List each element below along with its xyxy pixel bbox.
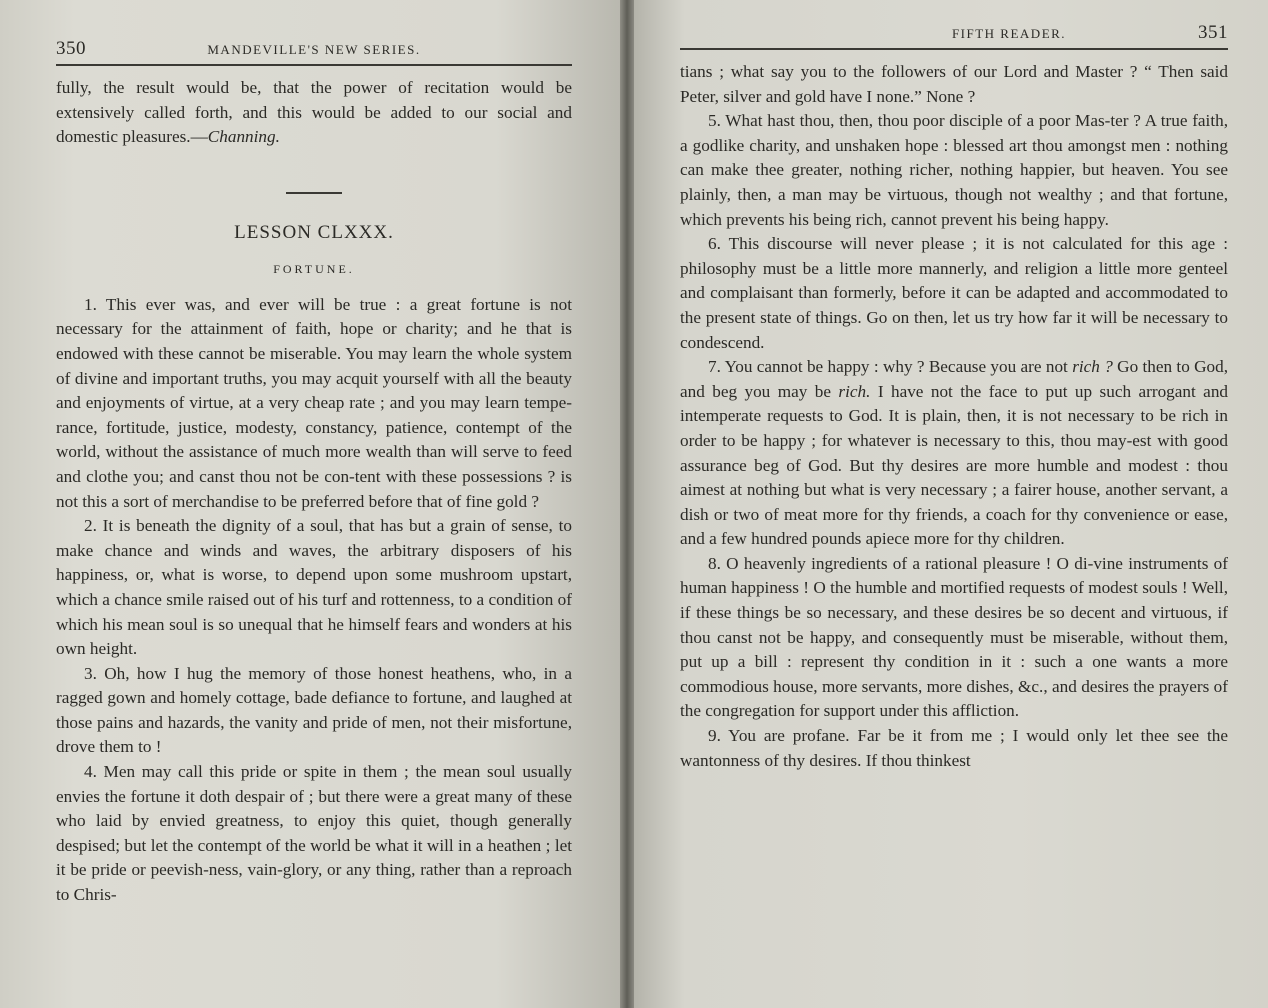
italic-rich: rich.: [838, 381, 871, 401]
continuation-text: fully, the result would be, that the power of recitation would be extensively called forth, and this would be added to our social and domestic pleasures.—: [56, 78, 572, 147]
section-divider: [286, 192, 342, 194]
paragraph-7-part-c: Go then to God, and beg you may be: [680, 357, 1229, 401]
paragraph-7-part-a: 7. You cannot be happy : why ? Because you are not: [708, 357, 1068, 377]
paragraph-4: 4. Men may call this pride or spite in them ; the mean soul usually envies the fortune it doth despair of ; but there were a great many of these who laid by envied greatness, to enjoy this quiet, though generally despised; but let the contempt of the world be what it will in a heathen ; let it be pride or peevish-ness, vain-glory, or any thing, rather than a reproach to Chris-: [56, 762, 572, 905]
running-head: [680, 22, 1228, 50]
paragraph-7-part-e: I have not the face to put up such arrogant and intemperate requests to God. It is plain, then, it is not necessary to be rich in order to be happy ; for whatever is necessary to this, thou may-est with good assurance beg of God. But thy desires are more humble and modest : thou aimest at nothing but what is very necessary ; a fairer house, another servant, a dish or two of meat more for thy friends, a coach for thy convenience or ease, and a few hundred pounds apiece more for thy children.: [680, 381, 1229, 549]
paragraph-9: 9. You are profane. Far be it from me ; I would only let thee see the wantonness of thy desires. If thou thinkest: [680, 726, 1228, 770]
running-head-title: FIFTH READER.: [951, 26, 1067, 41]
lesson-title: LESSON CLXXX.: [234, 221, 394, 243]
continuation-paragraph: tians ; what say you to the followers of our Lord and Master ? “ Then said Peter, silver and gold have I none.” None ?: [680, 62, 1228, 106]
running-head-title: MANDEVILLE'S NEW SERIES.: [207, 42, 421, 57]
page-number: 350: [56, 38, 86, 59]
paragraph-8: 8. O heavenly ingredients of a rational pleasure ! O di-vine instruments of human happiness ! O the humble and mortified requests of modest souls ! Well, if these things be so necessary, and these desires be so decent and virtuous, if thou canst not be happy, and consequently must be miserable, without them, put up a bill : represent thy condition in it : such a one wants a more commodious house, more servants, more dishes, &c., and desires the prayers of the congregation for support under this affliction.: [680, 553, 1228, 721]
continuation-paragraph: [56, 76, 572, 150]
running-head: [56, 38, 572, 66]
paragraph-3: 3. Oh, how I hug the memory of those honest heathens, who, in a ragged gown and homely cottage, bade defiance to fortune, and laughed at those pains and hazards, the vanity and pride of men, not their misfortune, drove them to !: [56, 663, 572, 757]
italic-rich-question: rich ?: [1072, 357, 1113, 377]
paragraph-1: 1. This ever was, and ever will be true : a great fortune is not necessary for the attainment of faith, hope or charity; and he that is endowed with these cannot be miserable. You may learn the whole system of divine and important truths, you may acquit yourself with all the beauty and enjoyments of virtue, at a very cheap rate ; and you may learn tempe-rance, fortitude, justice, modesty, constancy, patience, contempt of the world, without the assistance of much more wealth than will serve to feed and clothe you; and canst thou not be con-tent with these possessions ? is not this a sort of merchandise to be preferred before that of fine gold ?: [56, 294, 572, 511]
page-number: 351: [1198, 22, 1228, 43]
lesson-subtitle: FORTUNE.: [273, 261, 355, 276]
left-page: [0, 0, 620, 1008]
attribution: Channing.: [207, 127, 280, 147]
paragraph-6: 6. This discourse will never please ; it is not calculated for this age : philosophy must be a little more mannerly, and religion a little more genteel and complaisant than formerly, before it can be adapted and accommodated to the present state of things. Go on then, let us try how far it will be necessary to condescend.: [680, 234, 1228, 352]
right-page: [634, 0, 1268, 1008]
paragraph-5: 5. What hast thou, then, thou poor disciple of a poor Mas-ter ? A true faith, a godlike charity, and unshaken hope : blessed art thou amongst men : nothing can make thee greater, nothing richer, nothing happier, but heaven. You see plainly, then, a man may be virtuous, though not wealthy ; and that fortune, which prevents his being rich, cannot prevent his being happy.: [680, 111, 1228, 229]
book-gutter: [620, 0, 634, 1008]
paragraph-2: 2. It is beneath the dignity of a soul, that has but a grain of sense, to make chance and winds and waves, the arbitrary disposers of his happiness, or, what is worse, to depend upon some mushroom upstart, which a chance smile raised out of his turf and rottenness, to a condition of which his mean soul is so unequal that he himself fears and wonders at his own height.: [56, 516, 572, 659]
paragraph-7: [680, 355, 1228, 552]
